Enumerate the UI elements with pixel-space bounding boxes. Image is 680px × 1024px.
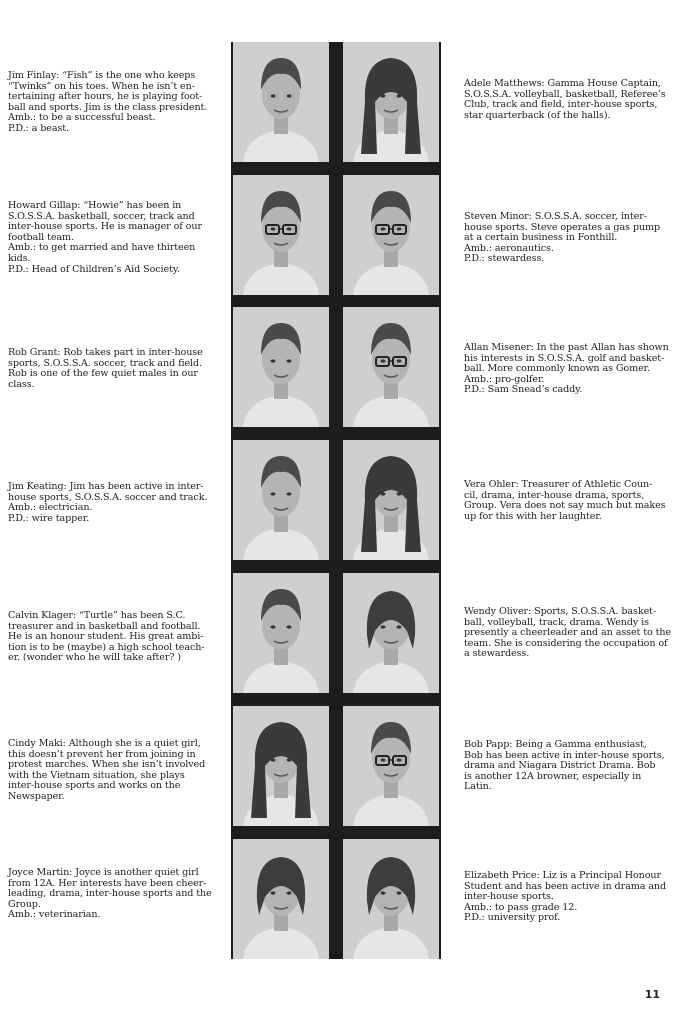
caption-rob-grant: Rob Grant: Rob takes part in inter-house sports, S.O.S.S.A. soccer, track and field. Rob is one of the few quiet males in our class.	[8, 347, 203, 390]
portrait-joyce-martin	[233, 839, 329, 959]
portrait-jim-finlay	[233, 42, 329, 162]
page-number: 11	[644, 988, 660, 1001]
caption-adele-matthews: Adele Matthews: Gamma House Captain, S.O.S.S.A. volleyball, basketball, Referee’s Club, track and field, inter-house sports, star quarterback (of the halls).	[464, 78, 666, 121]
portrait-vera-ohler	[343, 440, 439, 560]
caption-joyce-martin: Joyce Martin: Joyce is another quiet girl from 12A. Her interests have been cheer- leading, drama, inter-house sports and the Group. Amb.: veterinarian.	[8, 867, 212, 921]
caption-cindy-maki: Cindy Maki: Although she is a quiet girl, this doesn’t prevent her from joining in protest marches. When she isn’t involved with the Vietnam situation, she plays inter-house sports and works on the Newspaper.	[8, 738, 206, 802]
caption-jim-keating: Jim Keating: Jim has been active in inter- house sports, S.O.S.S.A. soccer and track. Amb.: electrician. P.D.: wire tapper.	[8, 481, 208, 524]
portrait-elizabeth-price	[343, 839, 439, 959]
caption-vera-ohler: Vera Ohler: Treasurer of Athletic Coun- cil, drama, inter-house drama, sports, Group. Vera does not say much but makes up for this with her laughter.	[464, 479, 666, 522]
caption-wendy-oliver: Wendy Oliver: Sports, S.O.S.S.A. basket- ball, volleyball, track, drama. Wendy is presently a cheerleader and an asset to the team. She is considering the occupation of a stewardess.	[464, 606, 672, 660]
portrait-steven-minor	[343, 175, 439, 295]
portrait-calvin-klager	[233, 573, 329, 693]
portrait-howard-gillap	[233, 175, 329, 295]
portrait-jim-keating	[233, 440, 329, 560]
caption-elizabeth-price: Elizabeth Price: Liz is a Principal Honour Student and has been active in drama and inter-house sports. Amb.: to pass grade 12. P.D.: university prof.	[464, 870, 667, 924]
caption-howard-gillap: Howard Gillap: “Howie” has been in S.O.S.S.A. basketball, soccer, track and inter-house sports. He is manager of our football team. Amb.: to get married and have thirteen kids. P.D.: Head of Children’s Aid Society.	[8, 200, 202, 275]
portrait-wendy-oliver	[343, 573, 439, 693]
portrait-bob-papp	[343, 706, 439, 826]
caption-allan-misener: Allan Misener: In the past Allan has shown his interests in S.O.S.S.A. golf and basket- ball. More commonly known as Gomer. Amb.: pro-golfer. P.D.: Sam Snead’s caddy.	[464, 342, 669, 396]
caption-calvin-klager: Calvin Klager: “Turtle” has been S.C. treasurer and in basketball and football. He is an honour student. His great ambi- tion is to be (maybe) a high school teach- er. (wonder who he will take after? )	[8, 610, 205, 664]
portrait-grid	[231, 42, 441, 959]
caption-jim-finlay: Jim Finlay: “Fish” is the one who keeps “Twinks” on his toes. When he isn’t en- tertaining after hours, he is playing foot- ball and sports. Jim is the class president. Amb.: to be a successful beast. P.D.: a beast.	[8, 70, 208, 134]
caption-steven-minor: Steven Minor: S.O.S.S.A. soccer, inter- house sports. Steve operates a gas pump at a certain business in Fonthill. Amb.: aeronautics. P.D.: stewardess.	[464, 211, 661, 265]
portrait-cindy-maki	[233, 706, 329, 826]
caption-bob-papp: Bob Papp: Being a Gamma enthusiast, Bob has been active in inter-house sports, drama and Niagara District Drama. Bob is another 12A browner, especially in Latin.	[464, 739, 665, 793]
portrait-rob-grant	[233, 307, 329, 427]
portrait-adele-matthews	[343, 42, 439, 162]
portrait-allan-misener	[343, 307, 439, 427]
